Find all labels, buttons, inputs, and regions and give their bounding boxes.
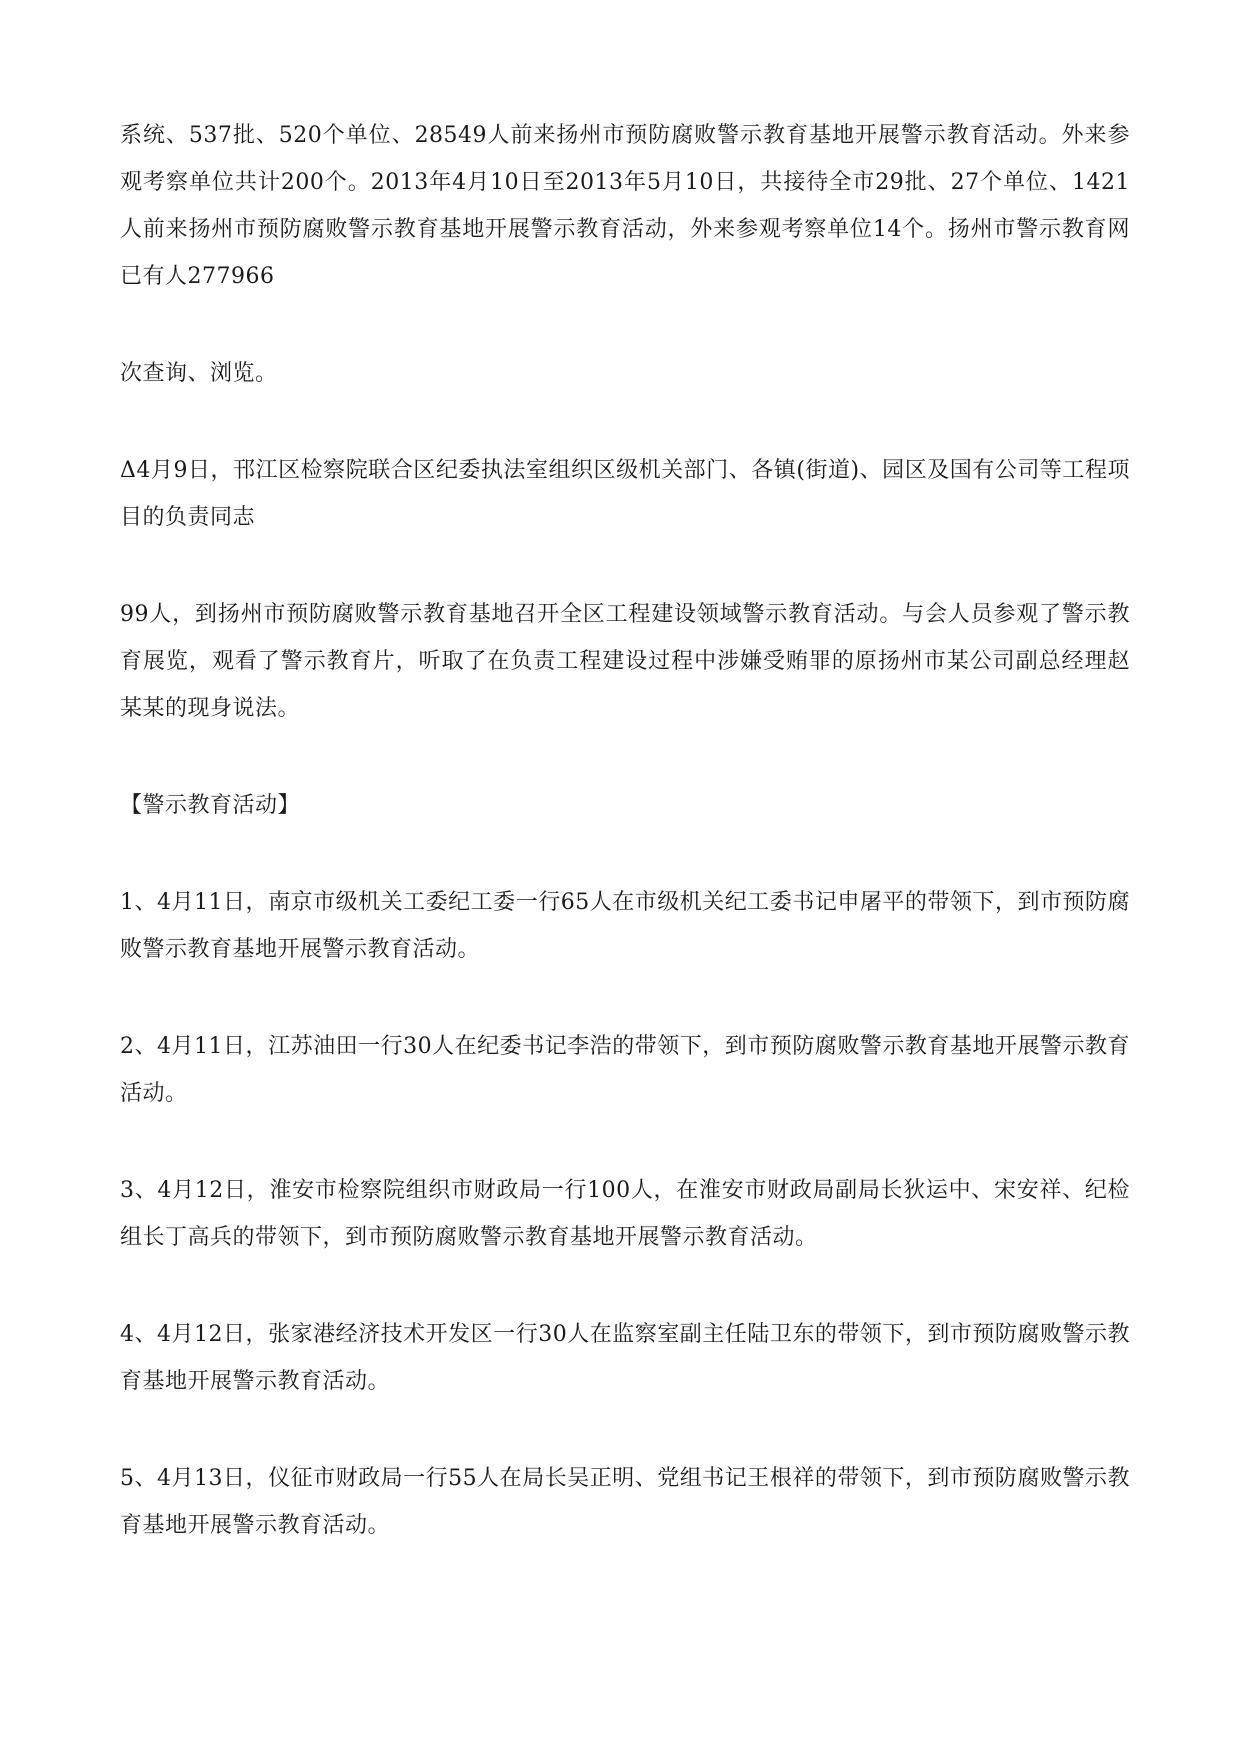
paragraph-query-browse: 次查询、浏览。 xyxy=(120,361,278,386)
paragraph-hanjiang-procuratorate: Δ4月9日，邗江区检察院联合区纪委执法室组织区级机关部门、各镇(街道)、园区及国有公司等工程项目的负责同志 xyxy=(120,458,1130,530)
list-item-5: 5、4月13日，仪征市财政局一行55人在局长吴正明、党组书记王根祥的带领下，到市预防腐败警示教育基地开展警示教育活动。 xyxy=(120,1466,1130,1538)
list-item-2: 2、4月11日，江苏油田一行30人在纪委书记李浩的带领下，到市预防腐败警示教育基地开展警示教育活动。 xyxy=(120,1034,1130,1106)
list-item-4: 4、4月12日，张家港经济技术开发区一行30人在监察室副主任陆卫东的带领下，到市预防腐败警示教育基地开展警示教育活动。 xyxy=(120,1322,1130,1394)
list-item-1: 1、4月11日，南京市级机关工委纪工委一行65人在市级机关纪工委书记申屠平的带领下，到市预防腐败警示教育基地开展警示教育活动。 xyxy=(120,890,1130,962)
paragraph-engineering-warning-event: 99人，到扬州市预防腐败警示教育基地召开全区工程建设领域警示教育活动。与会人员参观了警示教育展览，观看了警示教育片，听取了在负责工程建设过程中涉嫌受贿罪的原扬州市某公司副总经理赵某某的现身说法。 xyxy=(120,602,1130,721)
document-body xyxy=(120,112,1130,1599)
paragraph-visit-statistics: 系统、537批、520个单位、28549人前来扬州市预防腐败警示教育基地开展警示教育活动。外来参观考察单位共计200个。2013年4月10日至2013年5月10日，共接待全市29批、27个单位、1421人前来扬州市预防腐败警示教育基地开展警示教育活动，外来参观考察单位14个。扬州市警示教育网已有人277966 xyxy=(120,123,1130,289)
section-heading: 【警示教育活动】 xyxy=(120,793,301,818)
list-item-3: 3、4月12日，淮安市检察院组织市财政局一行100人，在淮安市财政局副局长狄运中、宋安祥、纪检组长丁高兵的带领下，到市预防腐败警示教育基地开展警示教育活动。 xyxy=(120,1178,1130,1250)
